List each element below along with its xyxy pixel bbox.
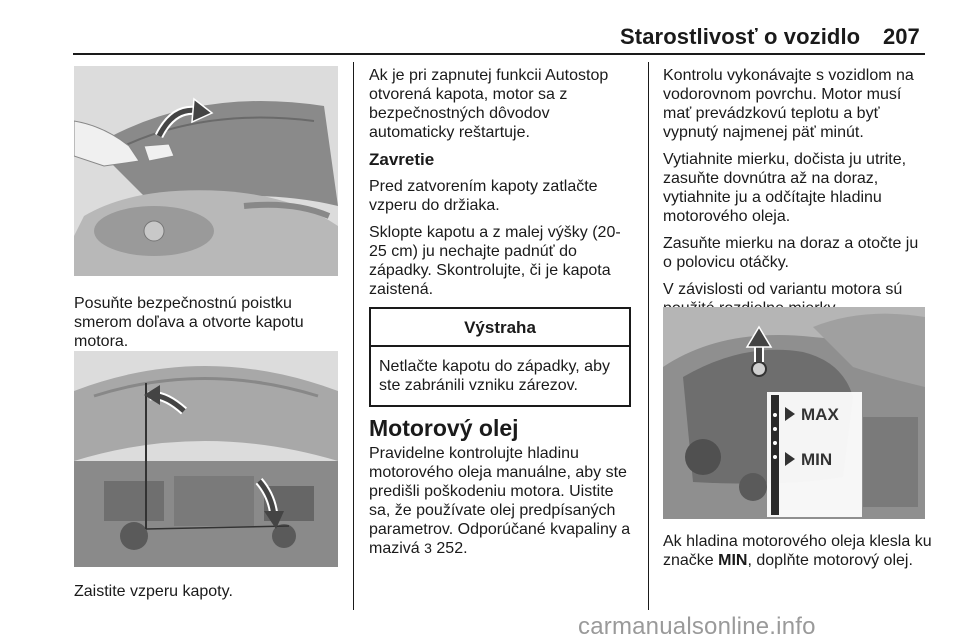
- top-up-text-end: , doplňte motorový olej.: [747, 552, 913, 569]
- top-up-text-start: Ak hladina motorového oleja klesla ku značke: [663, 533, 932, 569]
- column-divider-1: [353, 62, 354, 610]
- dipstick-variants-paragraph: V závislosti od variantu motora sú: [663, 281, 903, 298]
- heading-closing: Zavretie: [369, 150, 435, 169]
- watermark: carmanualsonline.info: [578, 613, 816, 640]
- closing-paragraph-2: Sklopte kapotu a z malej výšky (20-25 cm) ju nechajte padnúť do západky. Skontrolujte, či je kapota zaistená.: [369, 224, 621, 298]
- column-3: [663, 66, 925, 326]
- column-2: [369, 66, 631, 566]
- min-mark-label: MIN: [718, 552, 748, 569]
- dipstick-read-paragraph: Vytiahnite mierku, dočista ju utrite, zasuňte dovnútra až na doraz, vytiahnite ju a odčítajte hladinu motorového oleja.: [663, 151, 907, 225]
- caption-release-safety-catch: Posuňte bezpečnostnú poistku smerom doľava a otvorte kapotu motora.: [74, 295, 304, 350]
- dipstick-max-label: MAX: [801, 405, 839, 424]
- caption-secure-prop: Zaistite vzperu kapoty.: [74, 583, 233, 600]
- engine-oil-text: Pravidelne kontrolujte hladinu motorového oleja manuálne, aby ste predišli poškodeniu motora. Uistite sa, že používate olej predpísaných parametrov. Odporúčané kvapaliny a mazivá: [369, 445, 631, 557]
- hood-open-illustration: [74, 66, 338, 276]
- warning-body: Netlačte kapotu do západky, aby ste zabránili vzniku zárezov.: [379, 358, 610, 394]
- page-number: 207: [883, 24, 920, 49]
- closing-paragraph-1: Pred zatvorením kapoty zatlačte vzperu do držiaka.: [369, 178, 598, 214]
- page-reference-number[interactable]: 252.: [436, 540, 468, 557]
- heading-engine-oil: Motorový olej: [369, 415, 519, 441]
- column-divider-2: [648, 62, 649, 610]
- check-conditions-paragraph: Kontrolu vykonávajte s vozidlom na vodorovnom povrchu. Motor musí mať prevádzkovú teplotu a byť vypnutý najmenej päť minút.: [663, 67, 914, 141]
- page-header-title: Starostlivosť o vozidlo: [620, 24, 861, 49]
- warning-title: Výstraha: [371, 309, 629, 347]
- warning-box: [369, 307, 631, 407]
- header-rule: [73, 53, 925, 55]
- autostop-paragraph: Ak je pri zapnutej funkcii Autostop otvorená kapota, motor sa z bezpečnostných dôvodov automaticky reštartuje.: [369, 67, 609, 141]
- hood-prop-rod-illustration: [74, 351, 338, 567]
- dipstick-min-label: MIN: [801, 450, 833, 469]
- engine-dipstick-illustration: [663, 307, 925, 519]
- engine-oil-paragraph: [369, 444, 631, 558]
- top-up-paragraph: [663, 532, 933, 570]
- dipstick-insert-paragraph: Zasuňte mierku na doraz a otočte ju o polovicu otáčky.: [663, 235, 919, 271]
- page-reference-icon: 3: [424, 540, 432, 556]
